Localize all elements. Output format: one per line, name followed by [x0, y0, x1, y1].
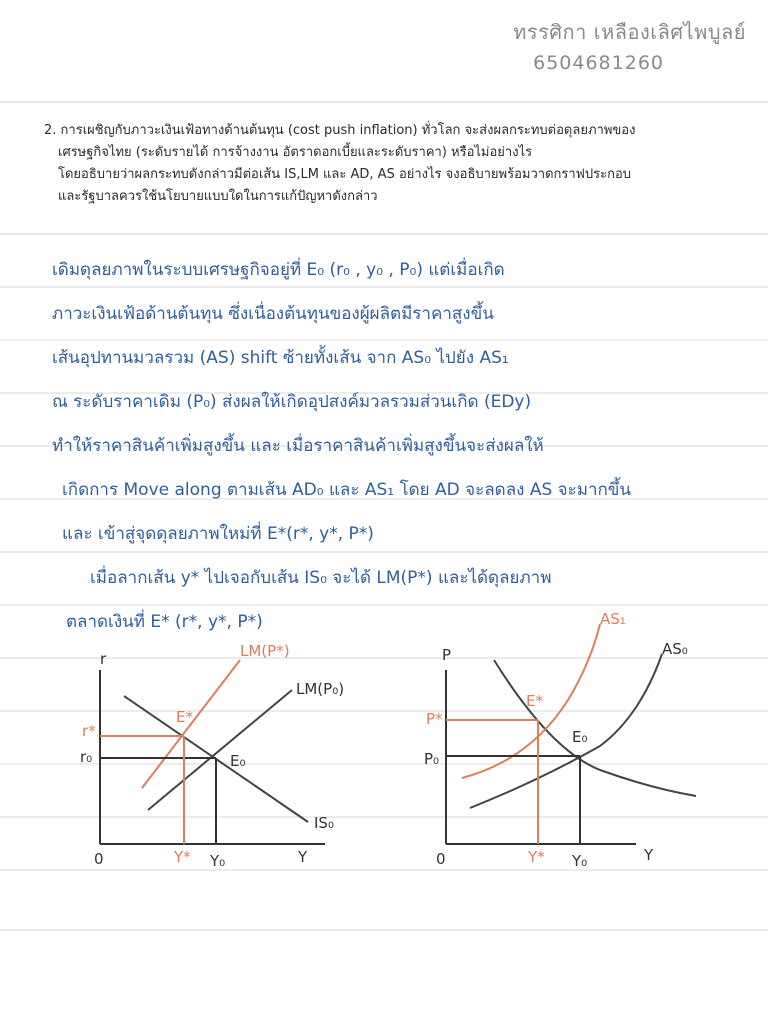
- lm-pstar-label: LM(P*): [240, 642, 290, 660]
- y-star-label: Y*: [174, 848, 191, 866]
- answer-line: ตลาดเงินที่ E* (r*, y*, P*): [66, 612, 263, 632]
- is-lm-graph: [60, 630, 360, 880]
- e-star-label: E*: [176, 708, 193, 726]
- lm-p0-label: LM(P₀): [296, 680, 345, 698]
- ad-as-graph: [400, 610, 730, 880]
- r-star-label: r*: [82, 722, 96, 740]
- ad-as-graph-svg: [400, 610, 730, 880]
- answer-line: ณ ระดับราคาเดิม (P₀) ส่งผลให้เกิดอุปสงค์มวลรวมส่วนเกิด (EDy): [52, 392, 532, 412]
- is-lm-graph-svg: [60, 630, 360, 880]
- y0-label: Y₀: [572, 852, 588, 870]
- e-star-label: E*: [526, 692, 543, 710]
- p-axis-label: P: [442, 646, 452, 664]
- is0-label: IS₀: [314, 814, 334, 832]
- student-id: 6504681260: [533, 52, 664, 74]
- question-line: และรัฐบาลควรใช้นโยบายแบบใดในการแก้ปัญหาดังกล่าว: [58, 189, 378, 204]
- answer-line: เกิดการ Move along ตามเส้น AD₀ และ AS₁ โดย AD จะลดลง AS จะมากขึ้น: [62, 480, 632, 500]
- question-line: เศรษฐกิจไทย (ระดับรายได้ การจ้างงาน อัตราดอกเบี้ยและระดับราคา) หรือไม่อย่างไร: [58, 145, 533, 160]
- origin-label: 0: [94, 850, 104, 868]
- as0-curve: [470, 654, 662, 808]
- p0-label: P₀: [424, 750, 440, 768]
- e0-label: E₀: [572, 728, 588, 746]
- student-name: ทรรศิกา เหลืองเลิศไพบูลย์: [513, 20, 746, 44]
- ad0-curve: [494, 660, 696, 796]
- answer-line: ทำให้ราคาสินค้าเพิ่มสูงขึ้น และ เมื่อราคาสินค้าเพิ่มสูงขึ้นจะส่งผลให้: [52, 436, 544, 456]
- y-axis-label: Y: [298, 848, 308, 866]
- y0-label: Y₀: [210, 852, 226, 870]
- y-axis-label: Y: [644, 846, 654, 864]
- as0-label: AS₀: [662, 640, 688, 658]
- y-star-label: Y*: [528, 848, 545, 866]
- e0-label: E₀: [230, 752, 246, 770]
- lm-p0-curve: [148, 690, 292, 810]
- as1-label: AS₁: [600, 610, 626, 628]
- answer-line: เดิมดุลยภาพในระบบเศรษฐกิจอยู่ที่ E₀ (r₀ , y₀ , P₀) แต่เมื่อเกิด: [52, 260, 505, 280]
- answer-line: และ เข้าสู่จุดดุลยภาพใหม่ที่ E*(r*, y*, P*): [62, 524, 374, 544]
- p-star-label: P*: [426, 710, 443, 728]
- answer-line: ภาวะเงินเฟ้อด้านต้นทุน ซึ่งเนื่องต้นทุนของผู้ผลิตมีราคาสูงขึ้น: [52, 304, 494, 324]
- answer-line: เส้นอุปทานมวลรวม (AS) shift ซ้ายทั้งเส้น จาก AS₀ ไปยัง AS₁: [52, 348, 509, 368]
- question-line: 2. การเผชิญกับภาวะเงินเฟ้อทางด้านต้นทุน (cost push inflation) ทั่วโลก จะส่งผลกระทบต่อดุลยภาพของ: [44, 123, 636, 138]
- answer-line: เมื่อลากเส้น y* ไปเจอกับเส้น IS₀ จะได้ LM(P*) และได้ดุลยภาพ: [90, 568, 552, 588]
- r0-label: r₀: [80, 748, 93, 766]
- r-axis-label: r: [100, 650, 107, 668]
- question-block: [44, 120, 724, 208]
- origin-label: 0: [436, 850, 446, 868]
- question-line: โดยอธิบายว่าผลกระทบดังกล่าวมีต่อเส้น IS,LM และ AD, AS อย่างไร จงอธิบายพร้อมวาดกราฟประกอบ: [58, 167, 632, 182]
